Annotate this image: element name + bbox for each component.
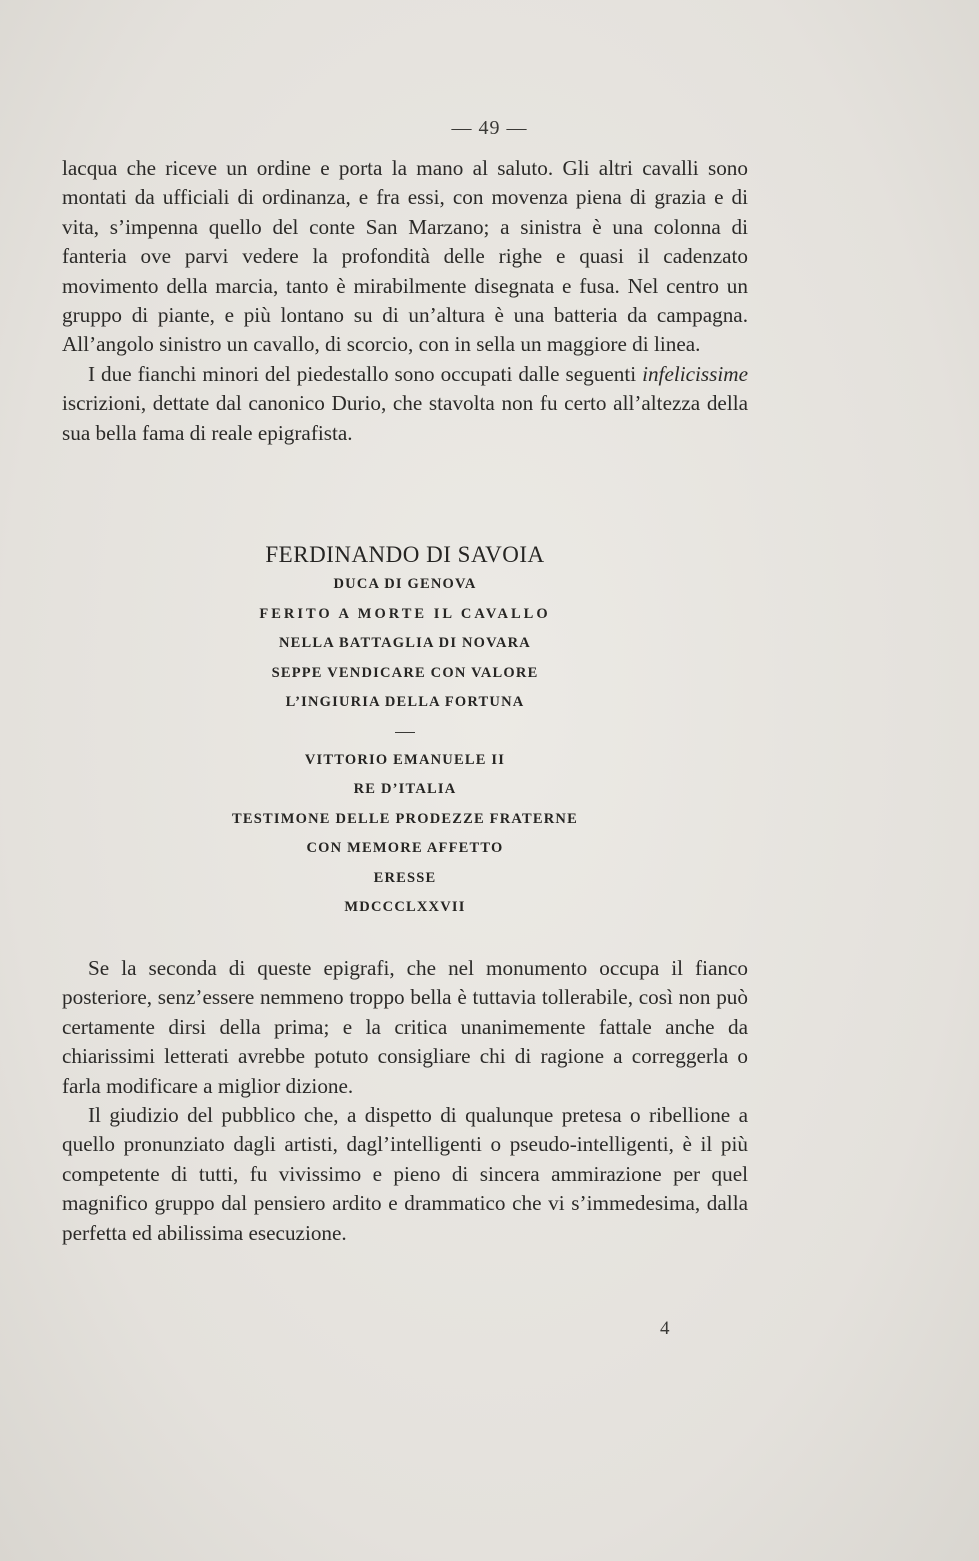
epigraph-line: SEPPE VENDICARE CON VALORE (271, 664, 539, 681)
paragraph-inscriptions-intro (62, 360, 748, 448)
epigraph-line: DUCA DI GENOVA (333, 576, 477, 592)
epigraph-divider (395, 732, 415, 733)
epigraph-line: FERITO A MORTE IL CAVALLO (259, 605, 551, 622)
paragraph-public-judgment: Il giudizio del pubblico che, a dispetto di qualunque pretesa o ribellione a quello pronunziato dagli artisti, dagl’intelligenti o pseudo-intelligenti, è il più competente di tutti, fu vivissimo e pieno di sincera ammirazione per quel magnifico gruppo dal pensiero ardito e drammatico che vi s’immedesima, dalla perfetta ed abilissima esecuzione. (62, 1103, 748, 1245)
epigraph-line: ERESSE (373, 869, 437, 886)
epigraph-line: VITTORIO EMANUELE II (304, 751, 506, 768)
signature-mark: 4 (660, 1318, 670, 1339)
epigraph-title: FERDINANDO DI SAVOIA (265, 542, 545, 567)
epigraph-line: L’INGIURIA DELLA FORTUNA (285, 694, 525, 710)
epigraph-line: RE D’ITALIA (353, 781, 457, 797)
epigraph-line: CON MEMORE AFFETTO (306, 840, 504, 856)
epigraph-line: TESTIMONE DELLE PRODEZZE FRATERNE (232, 810, 578, 827)
page-number: — 49 — (451, 117, 528, 139)
top-text (62, 154, 748, 448)
paragraph-continuation: lacqua che riceve un ordine e porta la mano al saluto. Gli altri cavalli sono montati da ufficiali di ordinanza, e fra essi, con movenza piena di grazia e di vita, s’impenna quello del conte San Marzano; a sinistra è una colonna di fanteria ove parvi vedere la profondità delle righe e quasi il cadenzato movimento della marcia, tanto è mirabilmente disegnata e fusa. Nel centro un gruppo di piante, e più lontano su di un’altura è una batteria da campagna. All’angolo sinistro un cavallo, di scorcio, con in sella un maggiore di linea. (62, 156, 748, 357)
paragraph-italic-word: infelicissime (642, 361, 748, 386)
epigraph-line: MDCCCLXXVII (344, 899, 466, 915)
paragraph-text-before: I due fianchi minori del piedestallo sono occupati dalle seguenti (88, 361, 643, 386)
epigraph-line: NELLA BATTAGLIA DI NOVARA (279, 635, 531, 651)
epigraph (62, 540, 748, 923)
paragraph-critique: Se la seconda di queste epigrafi, che nel monumento occupa il fianco posteriore, senz’essere nemmeno troppo bella è tuttavia tollerabile, così non può certamente dirsi della prima; e la critica unanimemente fattale anche da chiarissimi letterati avrebbe potuto consigliare chi di ragione a correggerla o farla modificare a miglior dizione. (62, 956, 748, 1098)
paragraph-text-after: iscrizioni, dettate dal canonico Durio, che stavolta non fu certo all’altezza della sua bella fama di reale epigrafista. (62, 391, 748, 445)
bottom-text (62, 954, 748, 1248)
